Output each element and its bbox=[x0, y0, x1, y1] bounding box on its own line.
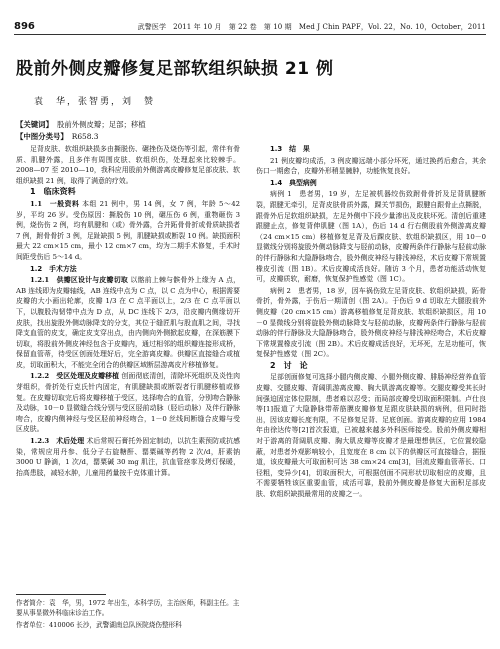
general-data-text: 本组 21 例中，男 14 例，女 7 例，年龄 5～42 岁，平均 26 岁。受伤原因：撕脱伤 10 例，碾压伤 6 例，重物砸伤 3 例，烧伤伤 2 例，均有肌腱和（或）骨外露，合并跖骨骨折或骨质缺损者 7 例，跗骨骨折 3 例，足趾缺损 5 例，肌腱缺损或断裂 10 例。缺损面积最大 22 cm×15 cm，最小 12 cm×7 cm，均为二期手术修复，手术时间距受伤后 5～14 d。 bbox=[16, 199, 240, 261]
article-title: 股前外侧皮瓣修复足部软组织缺损 21 例 bbox=[16, 59, 334, 79]
general-data-paragraph bbox=[16, 199, 240, 263]
clc-label: 【中图分类号】 bbox=[16, 132, 68, 141]
journal-citation: 武警医学 2011 年 10 月 第 22 卷 第 10 期 Med J Chin PAPF，Vol. 22，No. 10，October，2011 bbox=[137, 23, 486, 31]
recipient-paragraph bbox=[16, 371, 240, 435]
footnote-author-bio: 作者简介：袁 华，男，1972 年出生，本科学历，主治医师，科副主任。主要从事显微外科临床诊治工作。 bbox=[16, 599, 240, 617]
case-2-paragraph: 病例 2 患者男，18 岁，因车祸伤致左足背皮肤、软组织缺损，跖骨骨折，骨外露，于伤后一期清创（图 2A）。于伤后 9 d 切取左大腿股前外侧皮瓣（20 cm×15 cm）游离移植修复足背皮肤、软组织缺损区，用 10－0 显微线分别将旋股外侧动脉降支与胫前动脉，皮瓣两条伴行静脉与胫前动脉的伴行静脉及大隐静脉吻合，股外侧皮神经与腓浅神经吻合，术后皮瓣下常规置橡皮引流（图 2B）。术后皮瓣成活良好，无坏死，左足功能可，恢复保护性感觉（图 2C）。 bbox=[256, 286, 486, 359]
right-column bbox=[256, 144, 486, 501]
case-1-paragraph: 病例 1 患者男，19 岁，左足被机器绞伤致跗骨骨折及足背肌腱断裂，跟腱无牵引，足背皮肤骨质外露，踝关节损伤，跟腱自跟骨止点撕脱，跟骨外后足软组织缺损，左足外侧中下段少量渗出及皮肤坏死。清创后重建跟腱止点，修复背伸肌腱（图 1A），伤后 14 d 行右侧股前外侧游离皮瓣（24 cm×15 cm）移植修复足背及后踝皮肤、软组织缺损区，用 10－0 显微线分别将旋股外侧动脉降支与胫前动脉，皮瓣两条伴行静脉与胫前动脉的伴行静脉和大隐静脉吻合，股外侧皮神经与腓浅神经，术后皮瓣下常规置橡皮引流（图 1B）。术后皮瓣成活良好。随访 3 个月，患者功能活动恢复可，皮瓣质软，耐磨，恢复保护性感觉（图 1C）。 bbox=[256, 190, 486, 284]
typical-cases-heading bbox=[256, 178, 486, 189]
page-number: 896 bbox=[14, 21, 35, 32]
footnote-divider bbox=[16, 594, 106, 595]
intro-paragraph: 足背皮肤、软组织缺损多由撕脱伤、碾挫伤及烧伤等引起，常伴有骨质、肌腱外露，且多伴有周围皮肤、软组织伤，处理起来比较棘手。2008—07 至 2010—10，我科应用股前外侧游离皮瓣修复足部皮肤、软组织缺损 21 例，取得了满意的疗效。 bbox=[16, 145, 240, 185]
keywords-label: 【关键词】 bbox=[16, 120, 53, 129]
discussion-paragraph: 足部创面修复可选择小腿内侧皮瓣、小腿外侧皮瓣、腓肠神经营养血管皮瓣、交腿皮瓣、背阔肌游离皮瓣、胸大肌游离皮瓣等。交腿皮瓣受其长时间强迫固定体位限制，患者难以忍受；而局部皮瓣受切取面积限制。卢仕良等[1]报道了大隐静脉带蒂筋膜皮瓣修复足跟皮肤缺损的病例，但同时指出，因该皮瓣长度有限，不足修复足背、足底创面。游离皮瓣的应用 1984 年由徐达传等[2]首次报道，已被越来越多外科医师接受。股前外侧皮瓣相对于游离的背阔肌皮瓣、胸大肌皮瓣等皮瓣才是最理想供区，它位置较隐蔽，对患者外观影响较小，且宽度在 8 cm 以下的供瓣区可直接缝合，据报道，该皮瓣最大可取面积可达 38 cm×24 cm[3]，回流皮瓣血管蒂长、口径粗，变异少[4]，切取面积大，可根据创面不同形状切取相应的皮瓣，且不需要牺牲该区重要血管，成活可靠，股前外侧皮瓣是修复大面积足部皮肤、软组织缺损最常用的皮瓣之一。 bbox=[256, 373, 486, 498]
general-data-label: 1.1 一般资料 bbox=[30, 199, 80, 208]
recipient-label: 1.2.2 受区处理及皮瓣移植 bbox=[30, 372, 120, 381]
surgical-method-label: 1.2 手术方法 bbox=[30, 264, 77, 273]
running-header bbox=[14, 16, 486, 32]
footnote-author-unit: 作者单位：410006 长沙，武警湖南总队医院烧伤整形科 bbox=[16, 621, 182, 629]
recipient-text: 创面彻底清创，清除坏死组织及炎性肉芽组织，骨折处行克氏针内固定，有肌腱缺损或断裂者行肌腱移植或修复。在皮瓣切取完后将皮瓣移植于受区，选择吻合的血管，分别吻合静脉及动脉，10－0 显微缝合线分别与受区胫前动脉（胫后动脉）及伴行静脉吻合，皮瓣内侧神经与受区胫前神经吻合，1－0 丝线间断缝合皮瓣与受区皮肤。 bbox=[16, 372, 240, 434]
results-label: 1.3 结 果 bbox=[270, 145, 310, 153]
postop-text: 术后常规石膏托外固定制动，以抗生素预防或抗感染，常规应用丹参、低分子右旋糖酐、罂粟碱等药物 2 次/d，肝素钠 3000 U 静滴，1 次/d，罂粟碱 30 mg 肌注，抗血管痉挛及烤灯保暖，抬高患肢，减轻水肿，儿童用药量按千克体重计算。 bbox=[16, 437, 240, 477]
results-paragraph: 21 例皮瓣均成活，3 例皮瓣远端小部分坏死，通过换药后愈合，其余伤口一期愈合，皮瓣外形稍显臃肿，功能恢复良好。 bbox=[256, 156, 486, 176]
typical-cases-label: 1.4 典型病例 bbox=[270, 178, 317, 187]
left-column bbox=[16, 144, 240, 479]
article-authors: 袁 华，张智勇，刘 赞 bbox=[34, 97, 156, 107]
section-clinical-data: 1 临床资料 bbox=[30, 187, 76, 197]
clc-code: R658.3 bbox=[71, 132, 99, 141]
clc-line bbox=[16, 131, 98, 142]
header-divider bbox=[14, 34, 486, 35]
flap-design-paragraph bbox=[16, 275, 240, 370]
postop-label: 1.2.3 术后处理 bbox=[30, 437, 85, 446]
section-surgical-method bbox=[16, 264, 240, 275]
section-discussion: 2 讨 论 bbox=[270, 360, 308, 370]
flap-design-label: 1.2.1 供瓣区设计与皮瓣切取 bbox=[30, 276, 128, 285]
postop-paragraph bbox=[16, 436, 240, 478]
results-heading bbox=[256, 144, 486, 155]
keywords-text: 股前外侧皮瓣；足部；移植 bbox=[56, 120, 146, 129]
keywords-line bbox=[16, 119, 146, 130]
flap-design-text: 以髂前上棘与髌骨外上缘为 A 点，AB 连线即为皮瓣轴线，AB 连线中点为 C 点，以 C 点为中心，根据需要皮瓣的大小画出轮廓，皮瓣 1/3 在 C 点平面以上，2/3 在 C 点平面以下，以腹股沟韧带中点为 D 点，从 DC 连线下 2/3，沿皮瓣内侧缘切开皮肤，找出旋股外侧动脉降支的分支，其位于缝匠肌与股直肌之间，寻找降支血管的皮支，确定皮支穿出点，由内侧向外侧掀起皮瓣，在深筋膜下切取，将股前外侧皮神经包含于皮瓣内，通过相邻的组织瓣连接形成桥，保留血管蒂，待受区创面处理好后，完全游离皮瓣。供瓣区直接缝合或植皮，切取面积大，不能完全闭合的供瓣区域断层游离皮片移植修复。 bbox=[16, 276, 241, 369]
